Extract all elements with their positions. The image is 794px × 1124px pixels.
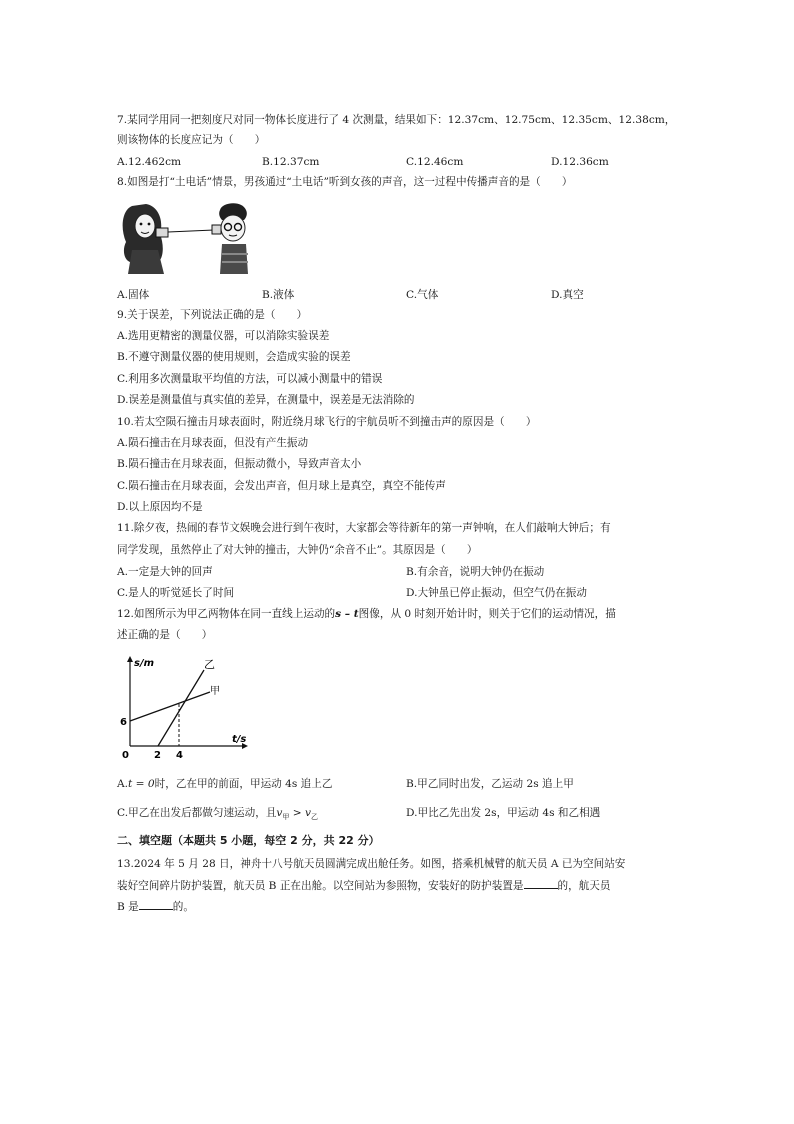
q10-option-c: C.陨石撞击在月球表面，会发出声音，但月球上是真空，真空不能传声 xyxy=(117,480,446,492)
q12-option-a-prefix: A. xyxy=(117,778,129,790)
q12-stem-line1 xyxy=(117,607,616,621)
x-tick-4: 4 xyxy=(176,750,183,760)
q9-option-d: D.误差是测量值与真实值的差异，在测量中，误差是无法消除的 xyxy=(117,394,415,406)
q11-option-d: D.大钟虽已停止振动，但空气仍在振动 xyxy=(406,587,587,599)
q12-option-c-sub1: 甲 xyxy=(282,813,290,822)
boy-figure xyxy=(212,203,248,274)
q13-line2 xyxy=(117,878,610,893)
q12-option-c xyxy=(117,806,318,824)
origin-label: 0 xyxy=(122,750,129,760)
phone-string xyxy=(168,230,214,232)
q7-option-d: D.12.36cm xyxy=(551,156,609,168)
q13-line2-part2: 的，航天员 xyxy=(557,880,611,892)
x-axis-label: t/s xyxy=(232,734,247,745)
label-yi: 乙 xyxy=(204,658,215,671)
q7-stem-line2: 则该物体的长度应记为（ ） xyxy=(117,134,266,146)
q13-line3 xyxy=(117,899,194,914)
girl-figure xyxy=(123,204,168,274)
q7-option-a: A.12.462cm xyxy=(117,156,182,168)
q12-option-c-sub2: 乙 xyxy=(311,813,319,822)
tin-can-phone-illustration xyxy=(118,198,252,276)
x-tick-2: 2 xyxy=(154,750,161,760)
q11-stem-line1: 11.除夕夜，热闹的春节文娱晚会进行到午夜时，大家都会等待新年的第一声钟响，在人们敲响大钟后；有 xyxy=(117,522,611,534)
q12-option-b: B.甲乙同时出发，乙运动 2s 追上甲 xyxy=(406,778,574,790)
q11-option-a: A.一定是大钟的回声 xyxy=(117,566,213,578)
q13-blank-1[interactable] xyxy=(524,878,558,889)
q12-option-c-v1: v xyxy=(276,807,283,819)
q12-stem-part2: 图像，从 0 时刻开始计时，则关于它们的运动情况，描 xyxy=(358,608,616,620)
q13-line2-part1: 装好空间碎片防护装置，航天员 B 正在出舱。以空间站为参照物，安装好的防护装置是 xyxy=(117,880,524,892)
q12-option-c-text: C.甲乙在出发后都做匀速运动，且 xyxy=(117,807,277,819)
q13-line3-part1: B 是 xyxy=(117,901,139,913)
q8-option-d: D.真空 xyxy=(551,289,584,301)
q12-st-label: s – t xyxy=(335,608,359,620)
q12-option-c-v2: v xyxy=(305,807,312,819)
y-axis-label: s/m xyxy=(134,658,155,669)
q13-line3-part2: 的。 xyxy=(172,901,194,913)
q12-stem-line2: 述正确的是（ ） xyxy=(117,629,213,641)
y-tick-6: 6 xyxy=(120,717,127,728)
q10-option-a: A.陨石撞击在月球表面，但没有产生振动 xyxy=(117,437,309,449)
q10-option-b: B.陨石撞击在月球表面，但振动微小，导致声音太小 xyxy=(117,458,362,470)
q11-option-b: B.有余音，说明大钟仍在振动 xyxy=(406,566,545,578)
st-graph xyxy=(110,650,250,760)
label-jia: 甲 xyxy=(210,686,220,697)
q9-option-b: B.不遵守测量仪器的使用规则，会造成实验的误差 xyxy=(117,351,351,363)
y-axis-arrow xyxy=(127,656,133,662)
q10-stem: 10.若太空陨石撞击月球表面时，附近绕月球飞行的宇航员听不到撞击声的原因是（ ） xyxy=(117,416,537,428)
q9-option-c: C.利用多次测量取平均值的方法，可以减小测量中的错误 xyxy=(117,373,383,385)
q8-option-a: A.固体 xyxy=(117,289,150,301)
q13-line1: 13.2024 年 5 月 28 日，神舟十八号航天员圆满完成出舱任务。如图，搭乘机械臂的航天员 A 已为空间站安 xyxy=(117,858,626,870)
section2-title: 二、填空题（本题共 5 小题，每空 2 分，共 22 分） xyxy=(117,834,380,847)
q9-option-a: A.选用更精密的测量仪器，可以消除实验误差 xyxy=(117,330,330,342)
q7-option-b: B.12.37cm xyxy=(262,156,320,168)
q12-option-d: D.甲比乙先出发 2s，甲运动 4s 和乙相遇 xyxy=(406,807,601,819)
q12-option-c-gt: > xyxy=(289,807,306,819)
q11-stem-line2: 同学发现，虽然停止了对大钟的撞击，大钟仍“余音不止”。其原因是（ ） xyxy=(117,544,478,556)
q8-option-b: B.液体 xyxy=(262,289,295,301)
q8-option-c: C.气体 xyxy=(406,289,439,301)
q9-stem: 9.关于误差，下列说法正确的是（ ） xyxy=(117,309,308,321)
q13-blank-2[interactable] xyxy=(139,899,173,910)
line-jia xyxy=(130,692,210,721)
q10-option-d: D.以上原因均不是 xyxy=(117,501,203,513)
q7-stem-line1: 7.某同学用同一把刻度尺对同一物体长度进行了 4 次测量，结果如下：12.37cm、12.75cm、12.35cm、12.38cm， xyxy=(117,114,676,126)
q12-option-a-math: t = 0 xyxy=(128,778,155,790)
q11-option-c: C.是人的听觉延长了时间 xyxy=(117,587,235,599)
q12-option-a xyxy=(117,777,332,791)
q12-stem-part1: 12.如图所示为甲乙两物体在同一直线上运动的 xyxy=(117,608,336,620)
q7-option-c: C.12.46cm xyxy=(406,156,464,168)
q12-option-a-text: 时，乙在甲的前面，甲运动 4s 追上乙 xyxy=(154,778,333,790)
q8-stem: 8.如图是打“土电话”情景，男孩通过“土电话”听到女孩的声音，这一过程中传播声音的是（ ） xyxy=(117,176,573,188)
